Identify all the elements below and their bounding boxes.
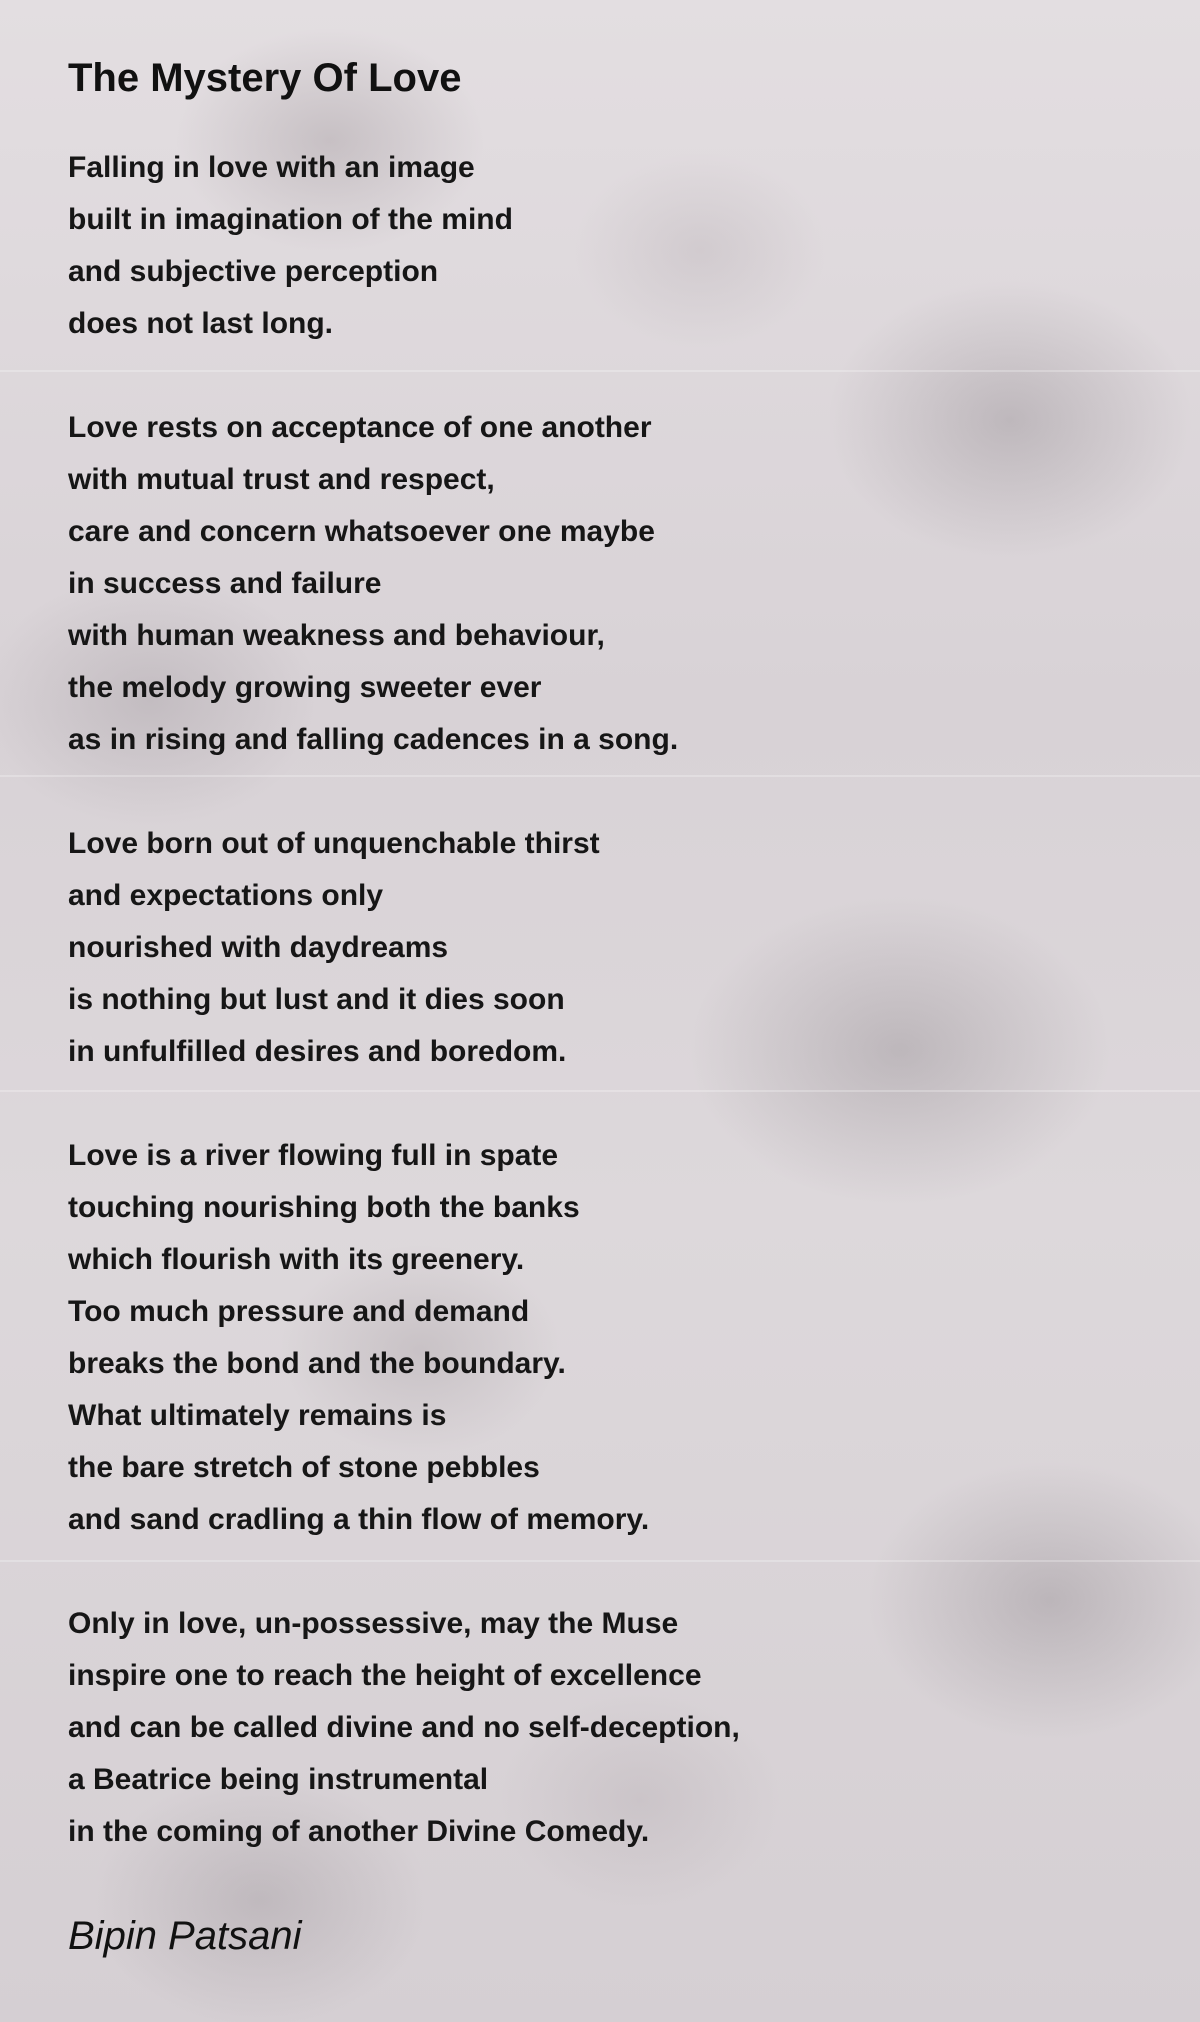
poem-line: does not last long.	[68, 307, 334, 340]
poem-author: Bipin Patsani	[68, 1914, 302, 1958]
poem-line: Too much pressure and demand	[68, 1295, 530, 1328]
poem-line: Love rests on acceptance of one another	[68, 411, 652, 444]
poem-line: and can be called divine and no self-deception,	[68, 1711, 740, 1744]
poem-line: in success and failure	[68, 567, 382, 600]
poem-line: and subjective perception	[68, 255, 439, 288]
poem-line: Falling in love with an image	[68, 151, 475, 184]
poem-line: touching nourishing both the banks	[68, 1191, 580, 1224]
poem-line: which flourish with its greenery.	[68, 1243, 525, 1276]
poem-line: with human weakness and behaviour,	[68, 619, 605, 652]
poem-line: the melody growing sweeter ever	[68, 671, 542, 704]
poem-line: Love born out of unquenchable thirst	[68, 827, 600, 860]
poem-line: and sand cradling a thin flow of memory.	[68, 1503, 650, 1536]
poem-line: a Beatrice being instrumental	[68, 1763, 489, 1796]
poem-line: breaks the bond and the boundary.	[68, 1347, 566, 1380]
poem-line: as in rising and falling cadences in a song.	[68, 723, 679, 756]
poem-line: the bare stretch of stone pebbles	[68, 1451, 540, 1484]
stanza-4	[68, 1130, 1148, 1546]
poem-line: and expectations only	[68, 879, 384, 912]
poem-line: Love is a river flowing full in spate	[68, 1139, 559, 1172]
poem-line: built in imagination of the mind	[68, 203, 513, 236]
poem-title: The Mystery Of Love	[68, 56, 462, 100]
poem-line: What ultimately remains is	[68, 1399, 447, 1432]
poem-line: Only in love, un-possessive, may the Muse	[68, 1607, 679, 1640]
poem-line: care and concern whatsoever one maybe	[68, 515, 655, 548]
poem-line: in the coming of another Divine Comedy.	[68, 1815, 650, 1848]
poem-line: inspire one to reach the height of excellence	[68, 1659, 702, 1692]
poem-line: nourished with daydreams	[68, 931, 449, 964]
poem-body	[68, 142, 1148, 1858]
stanza-1	[68, 142, 1148, 350]
poem-container	[68, 50, 1148, 1962]
poem-line: with mutual trust and respect,	[68, 463, 495, 496]
poem-line: in unfulfilled desires and boredom.	[68, 1035, 567, 1068]
stanza-5	[68, 1598, 1148, 1858]
stanza-3	[68, 818, 1148, 1078]
stanza-2	[68, 402, 1148, 766]
poem-line: is nothing but lust and it dies soon	[68, 983, 565, 1016]
